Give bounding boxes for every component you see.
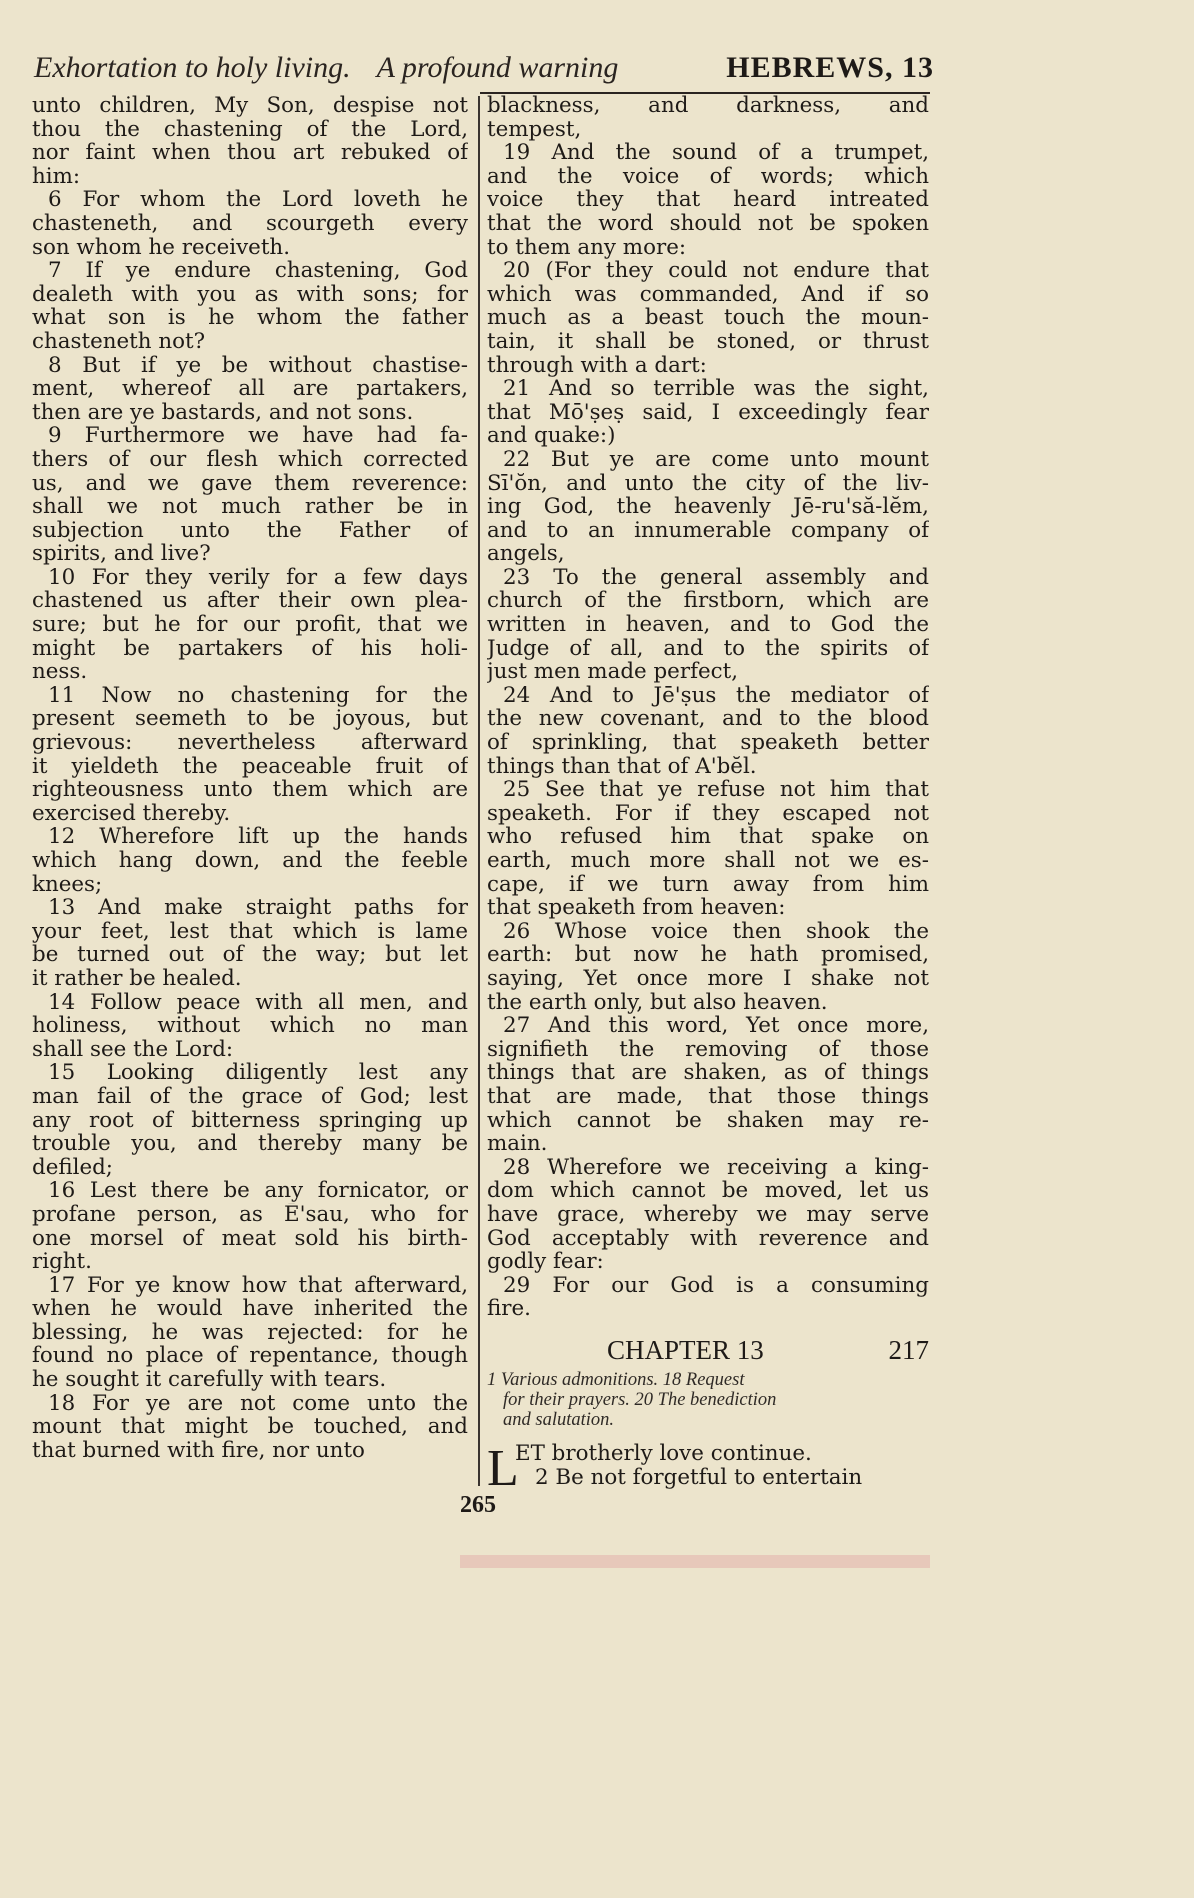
text-line: he sought it carefully with tears.	[32, 1368, 387, 1392]
text-line: 15 Looking diligently lest any	[48, 1061, 468, 1085]
text-line: 27 And this word, Yet once more,	[503, 1014, 929, 1038]
synopsis-line: 1 Various admonitions. 18 Request	[487, 1370, 745, 1391]
right-column	[487, 94, 929, 1498]
text-line: earth: but now he hath promised,	[487, 943, 929, 967]
header-topic-1: Exhortation to holy living.	[34, 51, 351, 84]
text-line: chasteneth, and scourgeth every	[32, 211, 468, 236]
text-line: saying, Yet once more I shake not	[487, 966, 929, 991]
text-line: sure; but he for our profit, that we	[32, 613, 468, 637]
text-line: angels,	[487, 542, 565, 566]
text-line: and the voice of words; which	[487, 164, 929, 189]
text-line: that burned with fire, nor unto	[32, 1438, 365, 1463]
text-line: godly fear:	[487, 1250, 604, 1274]
chapter-number: 217	[888, 1334, 929, 1365]
text-line: main.	[487, 1132, 548, 1156]
text-line: knees;	[32, 872, 103, 897]
text-line: 17 For ye know how that afterward,	[48, 1273, 468, 1298]
text-line: through with a dart:	[487, 353, 707, 378]
text-line: dealeth with you as with sons; for	[32, 282, 468, 307]
text-line: the earth only, but also heaven.	[487, 990, 828, 1015]
text-line: much as a beast touch the moun-	[487, 306, 929, 330]
text-line: speaketh. For if they escaped not	[487, 801, 929, 826]
text-line: thers of our flesh which corrected	[32, 447, 468, 472]
text-line: 14 Follow peace with all men, and	[48, 990, 468, 1015]
text-line: 13 And make straight paths for	[48, 896, 468, 920]
text-line: that are made, that those things	[487, 1084, 929, 1109]
text-line: tempest,	[487, 117, 582, 142]
synopsis-line: for their prayers. 20 The benediction	[503, 1390, 777, 1411]
text-line: spirits, and live?	[32, 542, 211, 566]
text-line: voice they that heard intreated	[487, 188, 929, 212]
opening-line: 2 Be not forgetful to entertain	[535, 1466, 863, 1490]
text-line: written in heaven, and to God the	[487, 613, 929, 637]
text-line: 26 Whose voice then shook the	[503, 919, 929, 944]
text-line: which hang down, and the feeble	[32, 849, 468, 873]
text-line: son whom he receiveth.	[32, 235, 290, 260]
drop-cap: L	[487, 1440, 519, 1498]
text-line: 23 To the general assembly and	[503, 565, 929, 590]
text-line: that speaketh from heaven:	[487, 896, 786, 920]
chapter-label: CHAPTER 13	[607, 1334, 764, 1365]
text-line: then are ye bastards, and not sons.	[32, 400, 414, 425]
text-line: right.	[32, 1250, 92, 1274]
text-line: blackness, and darkness, and	[487, 94, 929, 118]
chapter-heading	[487, 1327, 929, 1371]
text-line: mount that might be touched, and	[32, 1415, 468, 1439]
left-column	[32, 94, 468, 1462]
text-line: fire.	[487, 1297, 531, 1321]
text-line: exercised thereby.	[32, 801, 231, 826]
text-line: 7 If ye endure chastening, God	[48, 259, 468, 283]
text-line: Judge of all, and to the spirits of	[487, 636, 929, 661]
text-line: shall see the Lord:	[32, 1037, 234, 1062]
text-line: have grace, whereby we may serve	[487, 1202, 929, 1227]
text-line: church of the firstborn, which are	[487, 589, 929, 614]
text-line: any root of bitterness springing up	[32, 1108, 468, 1133]
text-line: man fail of the grace of God; lest	[32, 1084, 468, 1109]
text-line: 9 Furthermore we have had fa-	[48, 424, 468, 448]
right-column-text	[487, 94, 929, 1321]
page-number: 265	[460, 1492, 496, 1518]
text-line: your feet, lest that which is lame	[32, 919, 468, 944]
text-line: cape, if we turn away from him	[487, 872, 929, 897]
text-line: 21 And so terrible was the sight,	[503, 377, 929, 401]
text-line: righteousness unto them which are	[32, 778, 468, 802]
text-line: ment, whereof all are partakers,	[32, 377, 468, 401]
text-line: 12 Wherefore lift up the hands	[48, 825, 468, 849]
text-line: which was commanded, And if so	[487, 282, 929, 307]
text-line: found no place of repentance, though	[32, 1344, 468, 1369]
text-line: that the word should not be spoken	[487, 211, 929, 236]
text-line: present seemeth to be joyous, but	[32, 707, 468, 732]
synopsis-line: and salutation.	[503, 1410, 615, 1431]
text-line: signifieth the removing of those	[487, 1037, 929, 1062]
text-line: what son is he whom the father	[32, 306, 468, 330]
text-line: ing God, the heavenly Jē-ru'să-lĕm,	[487, 495, 929, 519]
text-line: ness.	[32, 660, 88, 684]
text-line: blessing, he was rejected: for he	[32, 1320, 468, 1345]
text-line: grievous: nevertheless afterward	[32, 731, 468, 755]
text-line: 16 Lest there be any fornicator, or	[48, 1179, 468, 1203]
text-line: things than that of Ā'bĕl.	[487, 754, 757, 779]
running-header	[34, 46, 934, 90]
text-line: it yieldeth the peaceable fruit of	[32, 754, 468, 779]
text-line: when he would have inherited the	[32, 1297, 468, 1321]
text-line: tain, it shall be stoned, or thrust	[487, 329, 929, 354]
text-line: chasteneth not?	[32, 329, 206, 354]
text-line: might be partakers of his holi-	[32, 636, 468, 661]
text-line: Sī'ŏn, and unto the city of the liv-	[487, 471, 929, 496]
text-line: nor faint when thou art rebuked of	[32, 141, 468, 165]
text-line: him:	[32, 164, 81, 189]
text-line: profane person, as Ē'sau, who for	[32, 1202, 468, 1227]
text-line: 6 For whom the Lord loveth he	[48, 188, 468, 212]
text-line: the new covenant, and to the blood	[487, 707, 929, 732]
text-line: earth, much more shall not we es-	[487, 849, 929, 873]
text-line: 24 And to Jē'ṣus the mediator of	[503, 683, 929, 708]
text-line: subjection unto the Father of	[32, 518, 468, 543]
text-line: of sprinkling, that speaketh better	[487, 731, 929, 755]
column-divider	[478, 96, 480, 1486]
opening-line: ET brotherly love continue.	[515, 1442, 812, 1467]
text-line: 22 But ye are come unto mount	[503, 447, 929, 472]
chapter-synopsis	[487, 1370, 929, 1430]
text-line: be turned out of the way; but let	[32, 943, 468, 967]
text-line: 18 For ye are not come unto the	[48, 1391, 468, 1416]
text-line: and to an innumerable company of	[487, 518, 929, 543]
text-line: which cannot be shaken may re-	[487, 1108, 929, 1133]
text-line: things that are shaken, as of things	[487, 1061, 929, 1085]
text-line: God acceptably with reverence and	[487, 1226, 929, 1251]
text-line: one morsel of meat sold his birth-	[32, 1226, 468, 1251]
text-line: shall we not much rather be in	[32, 495, 468, 519]
text-line: 25 See that ye refuse not him that	[503, 778, 929, 802]
text-line: just men made perfect,	[487, 660, 739, 684]
text-line: 29 For our God is a consuming	[503, 1273, 929, 1298]
text-line: 20 (For they could not endure that	[503, 259, 929, 283]
page-edge-stain	[460, 1555, 930, 1568]
chapter-opening	[487, 1440, 929, 1498]
text-line: 10 For they verily for a few days	[48, 565, 468, 590]
header-topic-2: A profound warning	[376, 51, 619, 84]
text-line: it rather be healed.	[32, 966, 242, 991]
text-line: unto children, My Son, despise not	[32, 94, 468, 118]
text-line: holiness, without which no man	[32, 1014, 468, 1038]
text-line: us, and we gave them reverence:	[32, 471, 468, 496]
text-line: that Mō'ṣeṣ said, I exceedingly fear	[487, 400, 929, 425]
text-line: 11 Now no chastening for the	[48, 683, 468, 708]
text-line: 8 But if ye be without chastise-	[48, 353, 468, 378]
text-line: dom which cannot be moved, let us	[487, 1179, 929, 1203]
text-line: 28 Wherefore we receiving a king-	[503, 1155, 929, 1180]
text-line: who refused him that spake on	[487, 825, 929, 849]
text-line: chastened us after their own plea-	[32, 589, 468, 614]
text-line: and quake:)	[487, 424, 616, 448]
text-line: trouble you, and thereby many be	[32, 1132, 468, 1156]
header-book-chapter: HEBREWS, 13	[726, 51, 934, 84]
text-line: thou the chastening of the Lord,	[32, 117, 468, 142]
text-line: defiled;	[32, 1155, 114, 1180]
header-topics	[34, 51, 644, 85]
text-line: to them any more:	[487, 235, 687, 260]
text-line: 19 And the sound of a trumpet,	[503, 141, 929, 165]
